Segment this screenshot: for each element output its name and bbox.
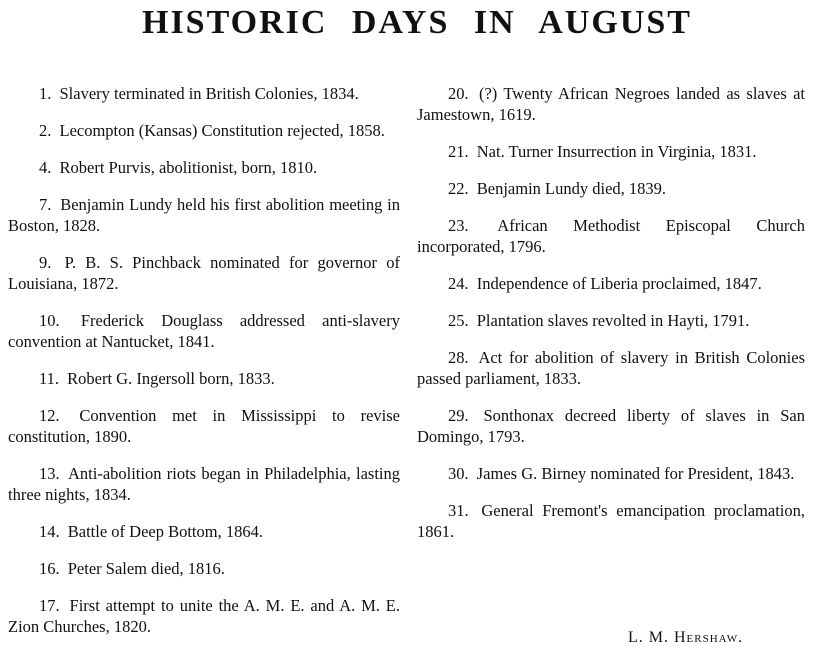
entry-text: Plantation slaves revolted in Hayti, 1791. bbox=[476, 311, 750, 330]
list-item bbox=[8, 405, 400, 447]
list-item bbox=[417, 310, 805, 331]
list-item bbox=[8, 194, 400, 236]
entry-text: Convention met in Mississippi to revise constitution, 1890. bbox=[8, 406, 401, 446]
entry-number: 20. bbox=[448, 84, 469, 103]
entry-text: Slavery terminated in British Colonies, 1834. bbox=[59, 84, 359, 103]
entry-text: Sonthonax decreed liberty of slaves in San Domingo, 1793. bbox=[417, 406, 805, 446]
entry-number: 11. bbox=[39, 369, 60, 388]
entry-number: 2. bbox=[39, 121, 52, 140]
entry-text: Battle of Deep Bottom, 1864. bbox=[67, 522, 263, 541]
entry-number: 4. bbox=[39, 158, 52, 177]
right-column bbox=[417, 83, 805, 558]
entry-text: First attempt to unite the A. M. E. and A. M. E. Zion Churches, 1820. bbox=[8, 596, 400, 636]
list-item bbox=[8, 595, 400, 637]
entry-text: Anti-abolition riots began in Philadelphia, lasting three nights, 1834. bbox=[8, 464, 400, 504]
list-item bbox=[8, 558, 400, 579]
entry-number: 21. bbox=[448, 142, 469, 161]
list-item bbox=[8, 310, 400, 352]
list-item bbox=[8, 463, 400, 505]
list-item bbox=[417, 273, 805, 294]
entry-text: Peter Salem died, 1816. bbox=[67, 559, 225, 578]
entry-text: Robert G. Ingersoll born, 1833. bbox=[67, 369, 275, 388]
list-item bbox=[417, 405, 805, 447]
entry-text: Independence of Liberia proclaimed, 1847. bbox=[476, 274, 762, 293]
entry-number: 25. bbox=[448, 311, 469, 330]
entry-text: Nat. Turner Insurrection in Virginia, 1831. bbox=[476, 142, 757, 161]
entry-number: 31. bbox=[448, 501, 469, 520]
entry-number: 13. bbox=[39, 464, 60, 483]
entry-text: Robert Purvis, abolitionist, born, 1810. bbox=[59, 158, 318, 177]
entry-number: 30. bbox=[448, 464, 469, 483]
entry-text: Benjamin Lundy died, 1839. bbox=[476, 179, 667, 198]
entry-number: 7. bbox=[39, 195, 52, 214]
entry-text: (?) Twenty African Negroes landed as slaves at Jamestown, 1619. bbox=[417, 84, 805, 124]
entry-number: 28. bbox=[448, 348, 469, 367]
entry-number: 29. bbox=[448, 406, 469, 425]
list-item bbox=[417, 215, 805, 257]
entry-text: African Methodist Episcopal Church incorporated, 1796. bbox=[417, 216, 805, 256]
entry-text: Act for abolition of slavery in British Colonies passed parliament, 1833. bbox=[417, 348, 805, 388]
list-item bbox=[8, 83, 400, 104]
list-item bbox=[8, 521, 400, 542]
entry-number: 24. bbox=[448, 274, 469, 293]
entry-number: 22. bbox=[448, 179, 469, 198]
list-item bbox=[417, 141, 805, 162]
entry-text: Benjamin Lundy held his first abolition meeting in Boston, 1828. bbox=[8, 195, 400, 235]
entry-number: 10. bbox=[39, 311, 60, 330]
entry-text: James G. Birney nominated for President, 1843. bbox=[476, 464, 795, 483]
entry-text: General Fremont's emancipation proclamation, 1861. bbox=[417, 501, 805, 541]
entry-number: 1. bbox=[39, 84, 52, 103]
list-item bbox=[417, 500, 805, 542]
entry-number: 9. bbox=[39, 253, 52, 272]
entry-number: 14. bbox=[39, 522, 60, 541]
list-item bbox=[417, 178, 805, 199]
list-item bbox=[417, 347, 805, 389]
list-item bbox=[417, 83, 805, 125]
list-item bbox=[417, 463, 805, 484]
entry-number: 16. bbox=[39, 559, 60, 578]
entry-text: P. B. S. Pinchback nominated for governor of Louisiana, 1872. bbox=[8, 253, 400, 293]
page-title: HISTORIC DAYS IN AUGUST bbox=[142, 4, 692, 41]
list-item bbox=[8, 252, 400, 294]
entry-text: Frederick Douglass addressed anti-slavery convention at Nantucket, 1841. bbox=[8, 311, 401, 351]
entry-number: 17. bbox=[39, 596, 60, 615]
entry-number: 23. bbox=[448, 216, 469, 235]
list-item bbox=[8, 157, 400, 178]
list-item bbox=[8, 368, 400, 389]
author-signature: L. M. Hershaw. bbox=[628, 629, 744, 646]
list-item bbox=[8, 120, 400, 141]
entry-number: 12. bbox=[39, 406, 60, 425]
entry-text: Lecompton (Kansas) Constitution rejected, 1858. bbox=[59, 121, 385, 140]
left-column bbox=[8, 83, 400, 653]
